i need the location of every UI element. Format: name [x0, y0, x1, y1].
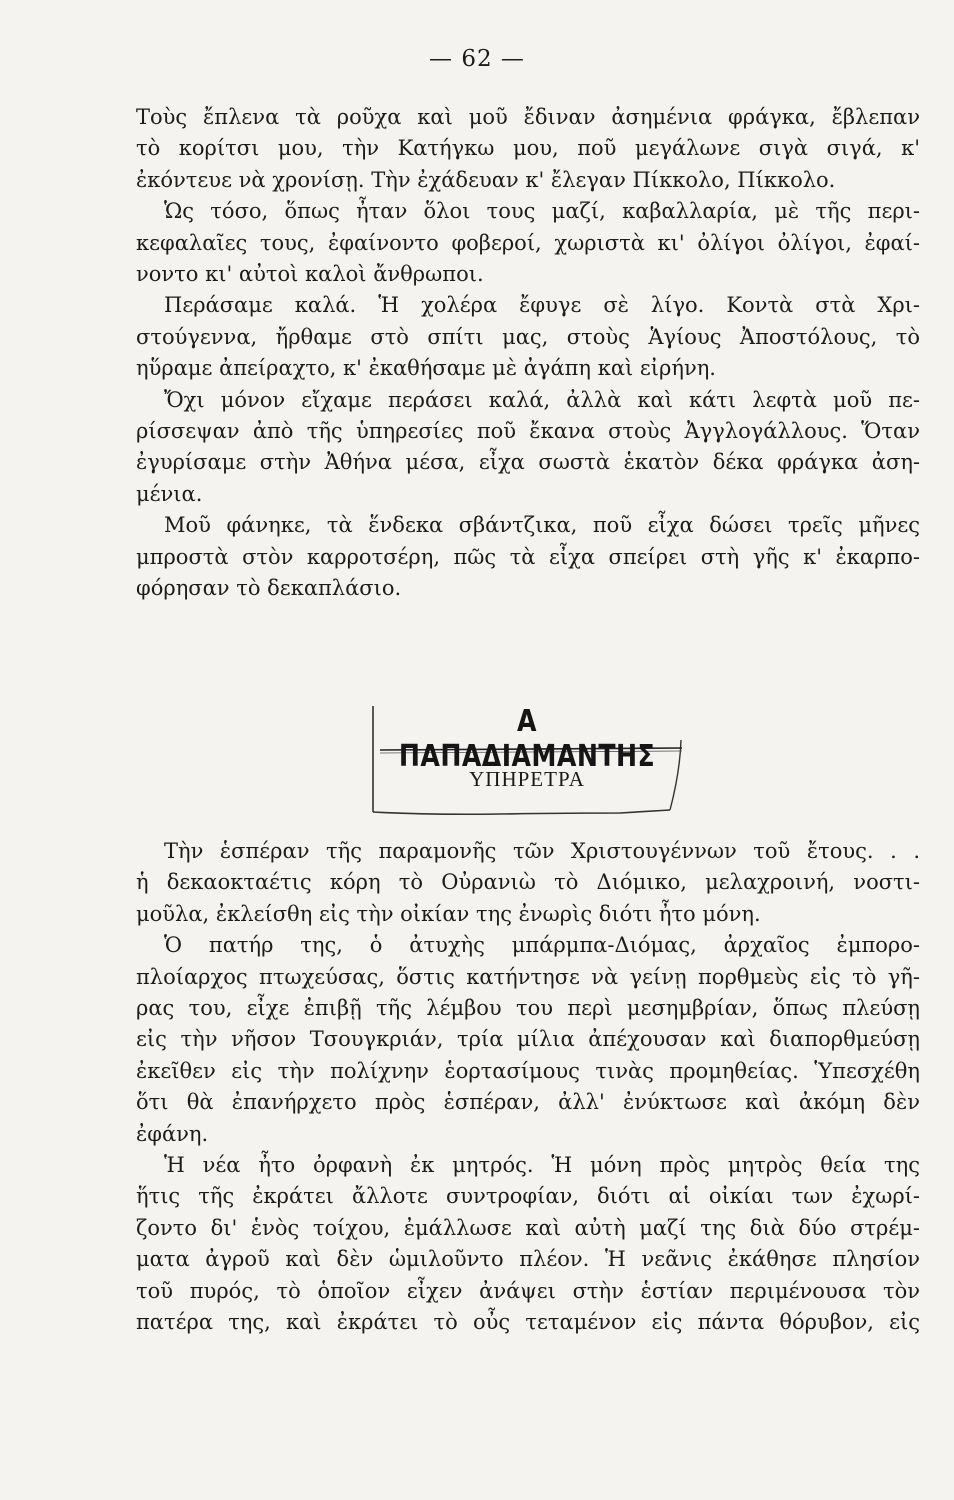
text-line: ἐκεῖθεν εἰς τὴν πολίχνην ἑορτασίμους τινὰς προμηθείας. Ὑπεσχέθη	[136, 1058, 920, 1083]
text-block-lower	[136, 836, 920, 1339]
story-heading	[370, 702, 684, 818]
text-line: Ὄχι μόνον εἴχαμε περάσει καλά, ἀλλὰ καὶ κάτι λεφτὰ μοῦ πε-	[164, 387, 920, 412]
text-line: ἐγυρίσαμε στὴν Ἀθήνα μέσα, εἶχα σωστὰ ἑκατὸν δέκα φράγκα ἀση-	[136, 450, 920, 475]
story-title: ΥΠΗΡΕΤΡΑ	[469, 767, 585, 791]
text-line: νοντο κι' αὐτοὶ καλοὶ ἄνθρωποι.	[136, 262, 484, 287]
text-line: Τὴν ἑσπέραν τῆς παραμονῆς τῶν Χριστουγέννων τοῦ ἔτους. . .	[164, 839, 920, 863]
text-line: στούγεννα, ἤρθαμε στὸ σπίτι μας, στοὺς Ἁγίους Ἀποστόλους, τὸ	[136, 324, 920, 349]
text-line: μπροστὰ στὸν καρροτσέρη, πῶς τὰ εἶχα σπείρει στὴ γῆς κ' ἐκαρπο-	[136, 544, 920, 569]
text-line: τοῦ πυρός, τὸ ὁποῖον εἶχεν ἀνάψει στὴν ἑστίαν περιμένουσα τὸν	[136, 1278, 920, 1303]
text-line: ἐκόντευε νὰ χρονίσῃ. Τὴν ἐχάδευαν κ' ἔλεγαν Πίκκολο, Πίκκολο.	[136, 167, 836, 192]
text-line: Ὁ πατήρ της, ὁ ἀτυχὴς μπάρμπα-Διόμας, ἀρχαῖος ἐμπορο-	[164, 933, 920, 958]
text-block-upper	[136, 102, 920, 605]
text-line: κεφαλαῖες τους, ἐφαίνοντο φοβεροί, χωριστὰ κι' ὀλίγοι ὀλίγοι, ἐφαί-	[136, 230, 920, 255]
text-line: πατέρα της, καὶ ἐκράτει τὸ οὖς τεταμένον εἰς πάντα θόρυβον, εἰς	[136, 1310, 920, 1335]
text-line: ἥτις τῆς ἐκράτει ἄλλοτε συντροφίαν, διότι αἱ οἰκίαι των ἐχωρί-	[136, 1184, 920, 1209]
text-line: Ἡ νέα ἦτο ὀρφανὴ ἐκ μητρός. Ἡ μόνη πρὸς μητρὸς θεία της	[164, 1153, 920, 1178]
text-line: Μοῦ φάνηκε, τὰ ἕνδεκα σβάντζικα, ποῦ εἶχα δώσει τρεῖς μῆνες	[164, 513, 920, 538]
text-line: ρας του, εἶχε ἐπιβῇ τῆς λέμβου του περὶ μεσημβρίαν, ὅπως πλεύσῃ	[136, 996, 920, 1021]
text-line: Τοὺς ἔπλενα τὰ ροῦχα καὶ μοῦ ἔδιναν ἀσημένια φράγκα, ἔβλεπαν	[136, 105, 920, 129]
text-line: ηὕραμε ἀπείραχτο, κ' ἐκαθήσαμε μὲ ἀγάπη καὶ εἰρήνη.	[136, 356, 716, 381]
text-line: ἐφάνη.	[136, 1121, 209, 1146]
author-name: Α ΠΑΠΑΔΙΑΜΑΝΤΗΣ	[398, 704, 656, 774]
text-line: Ὡς τόσο, ὅπως ἦταν ὅλοι τους μαζί, καβαλλαρία, μὲ τῆς περι-	[164, 199, 920, 224]
text-line: πλοίαρχος πτωχεύσας, ὅστις κατήντησε νὰ γείνῃ πορθμεὺς εἰς τὸ γῆ-	[136, 964, 920, 989]
text-line: εἰς τὴν νῆσον Τσουγκριάν, τρία μίλια ἀπέχουσαν καὶ διαπορθμεύσῃ	[136, 1027, 920, 1052]
text-line: ζοντο δι' ἑνὸς τοίχου, ἐμάλλωσε καὶ αὐτὴ μαζί της διὰ δύο στρέμ-	[136, 1215, 920, 1240]
page-number: — 62 —	[429, 46, 525, 72]
text-line: μοῦλα, ἐκλείσθη εἰς τὴν οἰκίαν της ἐνωρὶς διότι ἦτο μόνη.	[136, 901, 761, 926]
text-line: ἡ δεκαοκταέτις κόρη τὸ Οὐρανιὼ τὸ Διόμικο, μελαχροινή, νοστι-	[136, 870, 920, 895]
text-line: μένια.	[136, 481, 203, 506]
text-line: ὅτι θὰ ἐπανήρχετο πρὸς ἑσπέραν, ἀλλ' ἐνύκτωσε καὶ ἀκόμη δὲν	[136, 1090, 920, 1115]
text-line: Περάσαμε καλά. Ἡ χολέρα ἔφυγε σὲ λίγο. Κοντὰ στὰ Χρι-	[164, 293, 920, 318]
text-line: τὸ κορίτσι μου, τὴν Κατήγκω μου, ποῦ μεγάλωνε σιγὰ σιγά, κ'	[136, 136, 920, 161]
text-line: φόρησαν τὸ δεκαπλάσιο.	[136, 576, 402, 601]
text-line: ρίσσεψαν ἀπὸ τῆς ὑπηρεσίες ποῦ ἔκανα στοὺς Ἀγγλογάλλους. Ὅταν	[136, 419, 920, 444]
text-line: ματα ἀγροῦ καὶ δὲν ὡμιλοῦντο πλέον. Ἡ νεᾶνις ἐκάθησε πλησίον	[136, 1247, 920, 1272]
